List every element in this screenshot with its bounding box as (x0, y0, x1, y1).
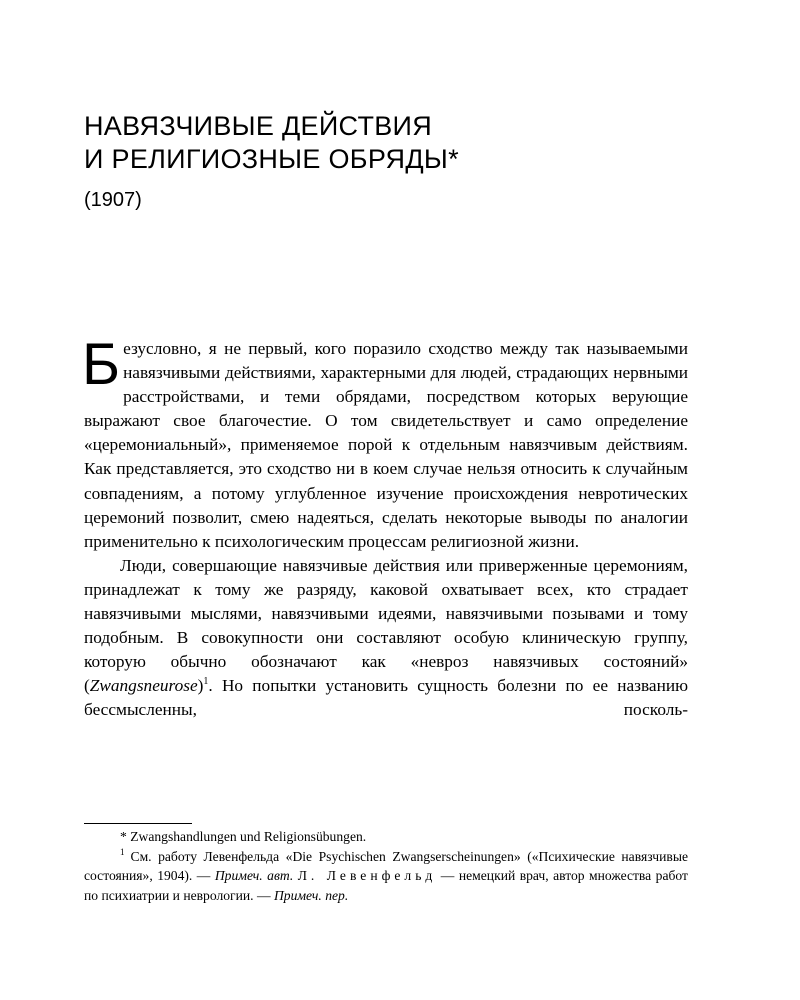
paragraph-2 (84, 554, 688, 723)
paragraph-2-text-c: . Но попытки установить сущность болезни по ее названию бессмысленны, посколь- (84, 676, 688, 720)
chapter-title-line-1: НАВЯЗЧИВЫЕ ДЕЙСТВИЯ (84, 111, 433, 141)
chapter-heading (84, 110, 724, 212)
footnote-1 (84, 847, 688, 906)
footnote-1-person-name: Л. Левенфельд (297, 868, 437, 884)
body-text (82, 332, 688, 723)
footnote-ref-1: 1 (203, 676, 209, 688)
footnote-1-text-c: — немецкий врач, автор множества работ по психиатрии и неврологии. — (84, 868, 688, 903)
chapter-title-line-2: И РЕЛИГИОЗНЫЕ ОБРЯДЫ* (84, 144, 459, 174)
drop-cap: Б (82, 332, 121, 397)
footnote-1-translator-note: Примеч. пер. (273, 887, 349, 903)
footnote-1-text-a: См. работу Левенфельда «Die Psychischen Zwangserscheinungen» («Психические навязчивые состояния», 1904). — (84, 848, 688, 884)
footnotes (84, 827, 688, 905)
paragraph-2-term: Zwangsneurose (89, 676, 198, 696)
footnote-divider (84, 823, 192, 824)
footnote-1-author-note: Примеч. авт. (214, 868, 294, 884)
paragraph-2-text-b: ) (197, 676, 204, 696)
paragraph-1 (82, 332, 688, 554)
paragraph-2-text-a: Люди, совершающие навязчивые действия или приверженные церемониям, принадлежат к тому же разряду, каковой охватывает всех, кто страдает навязчивыми мыслями, навязчивыми идеями, навязчивыми позывами и тому подобным. В совокупности они составляют особую клиническую группу, которую обычно обозначают как «невроз навязчивых состояний» ( (84, 555, 688, 696)
footnote-1-mark: 1 (120, 847, 125, 858)
paragraph-1-text: езусловно, я не первый, кого поразило сходство между так называемыми навязчивыми действиями, характерными для людей, страдающих нервными расстройствами, и теми обрядами, посредством которых верующие выражают свое благочестие. О том свидетельствует и само определение «церемониальный», применяемое порой к отдельным навязчивым действиям. Как представляется, это сходство ни в коем случае нельзя относить к случайным совпадениям, а потому углубленное изучение происхождения невротических церемоний позволит, смею надеяться, сделать некоторые выводы по аналогии применительно к психологическим процессам религиозной жизни. (84, 339, 688, 551)
footnote-star: * Zwangshandlungen und Religionsübungen. (120, 829, 367, 844)
chapter-year: (1907) (84, 189, 142, 211)
